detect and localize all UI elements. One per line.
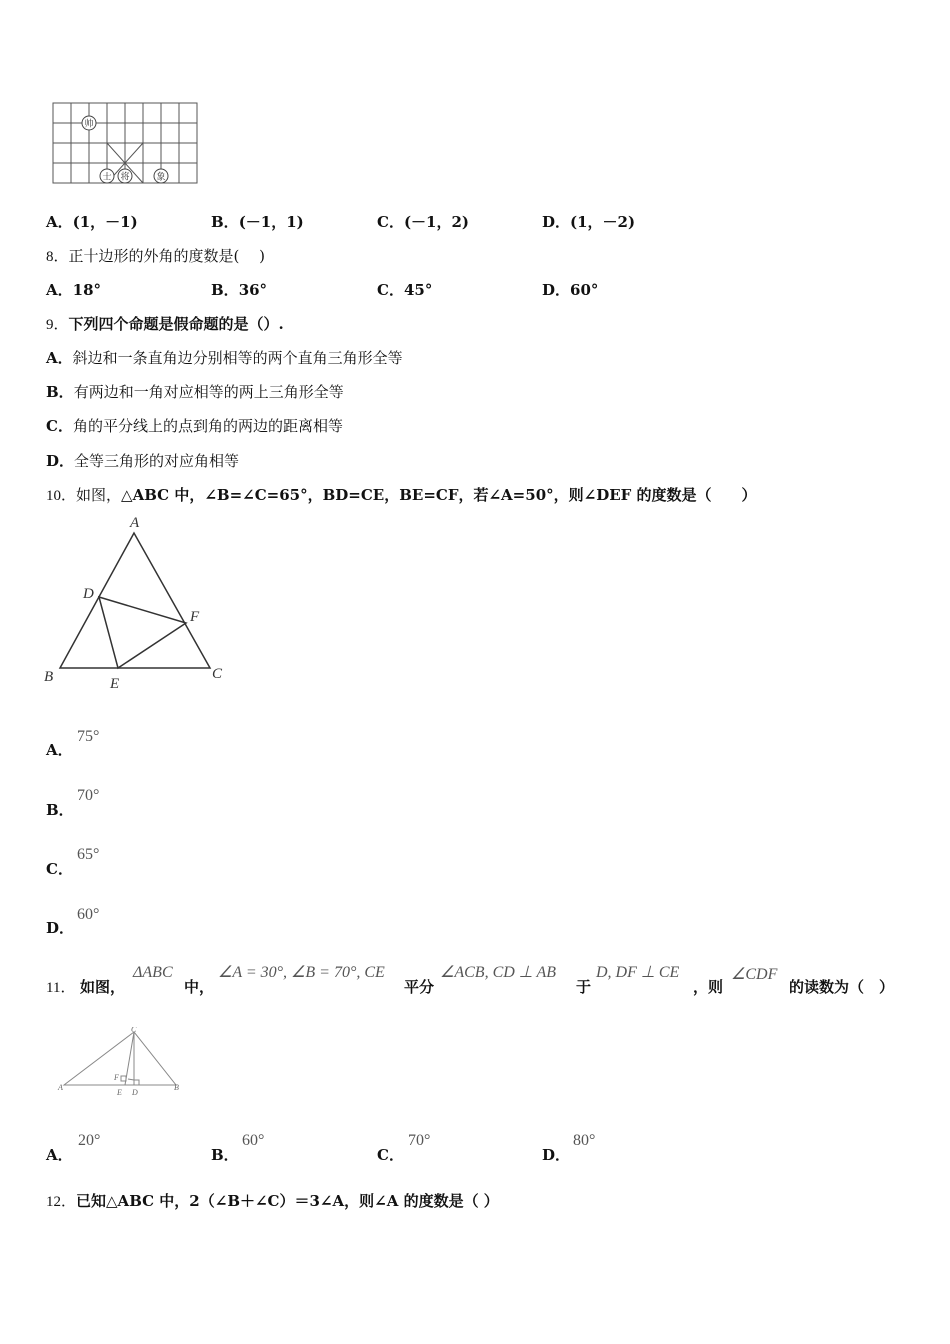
q9-option-c[interactable]: C．角的平分线上的点到角的两边的距离相等	[46, 417, 343, 435]
q7-option-a[interactable]: A．(1，－1)	[46, 213, 138, 231]
q10-text: △ABC 中，∠B=∠C=65°，BD=CE，BE=CF，若∠A=50°，则∠DEF 的度数是（ ）	[121, 486, 757, 504]
svg-text:帅: 帅	[84, 118, 94, 129]
q10-option-c-value: 65°	[77, 846, 100, 863]
q11-option-a-value: 20°	[78, 1132, 101, 1149]
q8-option-a[interactable]: A．18°	[46, 281, 102, 299]
q11-math-perp: D, DF ⊥ CE	[596, 964, 680, 981]
chess-piece-shuai	[82, 116, 96, 130]
svg-text:士: 士	[102, 171, 112, 182]
q9-option-d[interactable]: D．全等三角形的对应角相等	[46, 452, 240, 470]
q11-number: 11．	[46, 980, 76, 996]
q11-option-a[interactable]: A．	[46, 1146, 73, 1164]
q11-label-c: C	[131, 1027, 137, 1034]
q8-option-d[interactable]: D．60°	[542, 281, 599, 299]
q10-option-a-value: 75°	[77, 728, 100, 745]
q8-text: 正十边形的外角的度数是( )	[68, 247, 265, 265]
q9-stem	[46, 313, 284, 334]
q12-number: 12．	[46, 1194, 77, 1210]
q10-label-b: B	[44, 669, 54, 685]
q11-triangle-figure	[55, 1027, 185, 1101]
q10-label-f: F	[190, 609, 200, 625]
q11-option-b[interactable]: B．	[211, 1146, 239, 1164]
q10-option-c[interactable]: C．	[46, 860, 73, 878]
chess-piece-shi	[100, 169, 114, 183]
q10-option-d[interactable]: D．	[46, 919, 75, 937]
q10-label-d: D	[83, 586, 94, 602]
q11-math-angles: ∠A = 30°, ∠B = 70°, CE	[218, 964, 385, 981]
q10-option-b-value: 70°	[77, 787, 100, 804]
q10-option-b[interactable]: B．	[46, 801, 74, 819]
q10-option-d-value: 60°	[77, 906, 100, 923]
q11-label-b: B	[174, 1083, 179, 1092]
q12-text: 已知△ABC 中，2（∠B＋∠C）＝3∠A，则∠A 的度数是（ ）	[76, 1192, 499, 1210]
q11-option-d-value: 80°	[573, 1132, 596, 1149]
q10-stem: 10．如图，△ABC 中，∠B=∠C=65°，BD=CE，BE=CF，若∠A=50°，则∠DEF 的度数是（ ）	[46, 486, 757, 504]
q10-label-c: C	[212, 666, 223, 682]
q7-option-d[interactable]: D．(1，－2)	[542, 213, 636, 231]
q11-label-a: A	[58, 1083, 63, 1092]
q11-label-e: E	[117, 1088, 122, 1097]
q11-option-d[interactable]: D．	[542, 1146, 571, 1164]
q10-triangle-figure	[40, 510, 240, 699]
q8-option-b[interactable]: B．36°	[211, 281, 268, 299]
q10-label-a: A	[130, 515, 140, 531]
q12-stem	[46, 1190, 499, 1211]
q11-option-c[interactable]: C．	[377, 1146, 404, 1164]
q11-option-b-value: 60°	[242, 1132, 265, 1149]
q11-math-bisect: ∠ACB, CD ⊥ AB	[440, 964, 556, 981]
q9-number: 9．	[46, 317, 69, 333]
q11-math-cdf: ∠CDF	[731, 966, 778, 983]
q7-option-c[interactable]: C．(－1，2)	[377, 213, 470, 231]
q8-number: 8．	[46, 249, 69, 265]
q9-text: 下列四个命题是假命题的是（）.	[68, 315, 284, 333]
q7-option-b[interactable]: B．(－1，1)	[211, 213, 304, 231]
q8-stem	[46, 245, 265, 266]
chess-piece-jiang	[118, 169, 132, 183]
q10-option-a[interactable]: A．	[46, 741, 73, 759]
chess-board-figure	[50, 100, 202, 190]
q11-math-triangle: ΔABC	[133, 964, 173, 981]
chess-piece-xiang	[154, 169, 168, 183]
q11-label-f: F	[114, 1073, 119, 1082]
q10-label-e: E	[110, 676, 120, 692]
svg-text:将: 将	[120, 171, 130, 182]
q8-option-c[interactable]: C．45°	[377, 281, 433, 299]
q11-label-d: D	[132, 1088, 138, 1097]
q9-option-b[interactable]: B．有两边和一角对应相等的两上三角形全等	[46, 383, 344, 401]
q10-number: 10．	[46, 488, 77, 504]
q9-option-a[interactable]: A．斜边和一条直角边分别相等的两个直角三角形全等	[46, 349, 403, 367]
svg-text:象: 象	[156, 171, 166, 182]
q11-option-c-value: 70°	[408, 1132, 431, 1149]
